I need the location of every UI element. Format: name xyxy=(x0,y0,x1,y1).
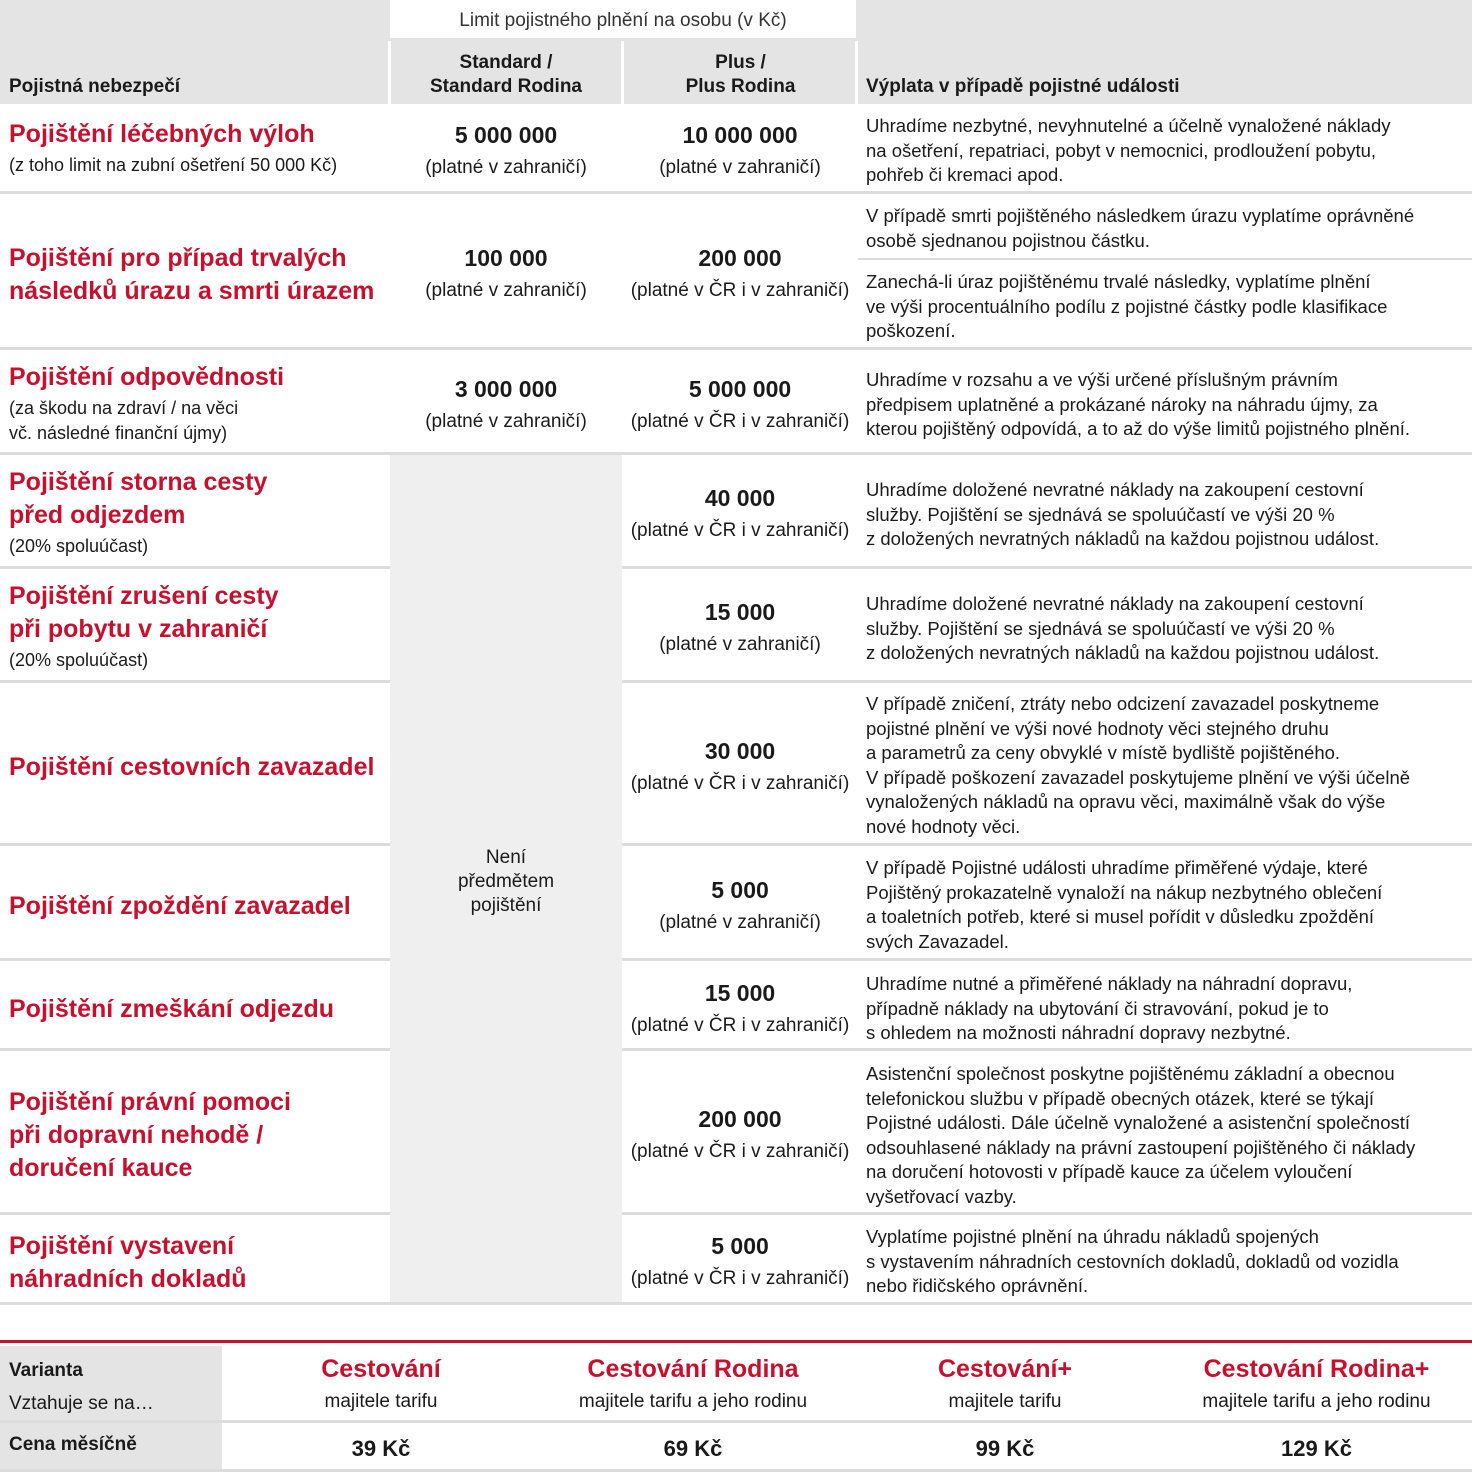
payout-text xyxy=(866,856,1466,954)
risk-trip-cancellation xyxy=(9,466,389,559)
payout-line: Pojistné události. Dále účelně vynaložené a asistenční společností xyxy=(866,1112,1411,1133)
row-separator xyxy=(0,566,390,569)
payout-text xyxy=(866,972,1466,1046)
payout-line: z doložených nevratných nákladů na každou pojistnou událost. xyxy=(866,528,1380,549)
payout-text xyxy=(866,1225,1466,1299)
limit-scope: (platné v zahraničí) xyxy=(425,411,587,432)
col-head-standard-line2: Standard Rodina xyxy=(429,76,582,97)
limit-amount: 200 000 xyxy=(698,245,782,271)
limit-amount: 30 000 xyxy=(704,738,776,764)
plus-limit xyxy=(624,120,856,182)
risk-title: náhradních dokladů xyxy=(9,1265,247,1293)
row-separator xyxy=(622,843,1472,846)
risk-luggage xyxy=(9,751,389,784)
variant-name: Cestování xyxy=(321,1355,441,1383)
risk-note: (z toho limit na zubní ošetření 50 000 Kč) xyxy=(9,155,338,175)
payout-text xyxy=(866,692,1466,839)
row-separator xyxy=(0,958,390,961)
risk-title: Pojištění odpovědnosti xyxy=(9,363,285,391)
price-cestovani: 39 Kč xyxy=(351,1436,411,1461)
payout-line: V případě zničení, ztráty nebo odcizení zavazadel poskytneme xyxy=(866,693,1380,714)
payout-line: Uhradíme v rozsahu a ve výši určené příslušným právním xyxy=(866,369,1338,390)
row-separator xyxy=(0,680,390,683)
payout-line: a parametrů za ceny obvyklé v místě bydliště pojištěného. xyxy=(866,742,1341,763)
risk-note: (za škodu na zdraví / na věci xyxy=(9,398,239,418)
price-cestovani-rodina-plus: 129 Kč xyxy=(1281,1436,1352,1461)
payout-line: osobě sjednanou pojistnou částku. xyxy=(866,229,1150,251)
risk-title: Pojištění právní pomoci xyxy=(9,1088,291,1116)
limit-amount: 40 000 xyxy=(704,485,776,511)
risk-title: Pojištění zmeškání odjezdu xyxy=(9,995,335,1023)
payout-line: Uhradíme doložené nevratné náklady na zakoupení cestovní xyxy=(866,593,1364,614)
limit-amount: 5 000 000 xyxy=(454,122,558,148)
col-head-plus-line2: Plus Rodina xyxy=(685,76,796,97)
limit-scope: (platné v ČR i v zahraničí) xyxy=(630,411,850,432)
variants-top-rule xyxy=(0,1340,1472,1343)
risk-title: Pojištění zrušení cesty xyxy=(9,582,279,610)
risk-title: při dopravní nehodě / xyxy=(9,1121,264,1149)
col-head-payout: Výplata v případě pojistné události xyxy=(866,76,1180,97)
risk-liability xyxy=(9,361,389,446)
payout-line: nebo řidičského oprávnění. xyxy=(866,1275,1089,1296)
standard-limit xyxy=(390,374,622,436)
payout-line: V případě Pojistné události uhradíme přiměřené výdaje, které xyxy=(866,857,1368,878)
variant-name: Cestování Rodina xyxy=(587,1355,799,1383)
payout-line: služby. Pojištění se sjednává se spoluúčastí ve výši 20 % xyxy=(866,503,1335,525)
col-head-plus-line1: Plus / xyxy=(715,52,766,73)
payout-line: Uhradíme doložené nevratné náklady na zakoupení cestovní xyxy=(866,479,1364,500)
risk-title: Pojištění léčebných výloh xyxy=(9,120,315,148)
limit-amount: 15 000 xyxy=(704,599,776,625)
risk-accident xyxy=(9,242,389,308)
risk-title: Pojištění zpoždění zavazadel xyxy=(9,892,351,920)
payout-line: nové hodnoty věci. xyxy=(866,815,1021,837)
risk-missed-departure xyxy=(9,993,389,1026)
risk-title: doručení kauce xyxy=(9,1154,193,1182)
risk-title: při pobytu v zahraničí xyxy=(9,615,268,643)
limit-scope: (platné v zahraničí) xyxy=(425,157,587,178)
risk-title: Pojištění cestovních zavazadel xyxy=(9,753,375,781)
limit-scope: (platné v zahraničí) xyxy=(425,280,587,301)
risk-title: Pojištění pro případ trvalých xyxy=(9,244,347,272)
limit-amount: 5 000 xyxy=(711,877,769,903)
risk-title: před odjezdem xyxy=(9,501,186,529)
plus-limit xyxy=(624,374,856,436)
limit-scope: (platné v ČR i v zahraničí) xyxy=(630,1141,850,1162)
limit-scope: (platné v zahraničí) xyxy=(659,157,821,178)
row-separator xyxy=(622,566,1472,569)
plus-limit xyxy=(624,1104,856,1166)
limit-scope: (platné v zahraničí) xyxy=(659,912,821,933)
payout-line: služby. Pojištění se sjednává se spoluúčastí ve výši 20 % xyxy=(866,617,1335,639)
plus-limit xyxy=(624,483,856,545)
row-separator xyxy=(0,843,390,846)
variant-cestovani-plus xyxy=(849,1353,1161,1415)
variant-applies: majitele tarifu a jeho rodinu xyxy=(578,1391,808,1412)
limit-scope: (platné v ČR i v zahraničí) xyxy=(630,520,850,541)
payout-line: pohřeb či kremaci apod. xyxy=(866,164,1064,185)
payout-text xyxy=(866,114,1466,188)
payout-text xyxy=(866,478,1466,552)
limit-amount: 3 000 000 xyxy=(454,376,558,402)
row-separator xyxy=(0,1048,390,1051)
risk-note: vč. následné finanční újmy) xyxy=(9,423,228,443)
payout-line: předpisem uplatněné a prokázané nároky na náhradu újmy, za xyxy=(866,393,1378,415)
limit-amount: 5 000 000 xyxy=(688,376,792,402)
label-price: Cena měsíčně xyxy=(9,1434,137,1455)
payout-text-permanent xyxy=(866,270,1466,344)
limit-scope: (platné v zahraničí) xyxy=(659,634,821,655)
payout-line: V případě poškození zavazadel poskytujeme plnění ve výši účelně xyxy=(866,766,1411,788)
payout-line: svých Zavazadel. xyxy=(866,930,1009,952)
payout-line: Asistenční společnost poskytne pojištěnému základní a obecnou xyxy=(866,1063,1395,1084)
limit-amount: 100 000 xyxy=(464,245,548,271)
variant-applies: majitele tarifu xyxy=(948,1391,1062,1412)
label-applies: Vztahuje se na… xyxy=(9,1393,154,1414)
limit-amount: 5 000 xyxy=(711,1233,769,1259)
variant-cestovani-rodina xyxy=(537,1353,849,1415)
not-subject-line: pojištění xyxy=(470,895,542,916)
payout-line: Vyplatíme pojistné plnění na úhradu nákladů spojených xyxy=(866,1226,1319,1247)
limit-scope: (platné v ČR i v zahraničí) xyxy=(630,1015,850,1036)
payout-line: poškození. xyxy=(866,320,956,341)
payout-line: na doručení hotovosti v případě kauce za účelem vyloučení xyxy=(866,1161,1353,1182)
not-subject-line: Není xyxy=(485,847,527,868)
col-head-standard xyxy=(390,51,622,99)
row-separator xyxy=(0,1302,1472,1305)
variant-applies: majitele tarifu a jeho rodinu xyxy=(1202,1391,1431,1412)
not-subject-line: předmětem xyxy=(457,871,555,892)
payout-text xyxy=(866,1062,1466,1209)
limit-amount: 200 000 xyxy=(698,1106,782,1132)
payout-line: pojistné plnění ve výši nové hodnoty věci stejného druhu xyxy=(866,717,1329,739)
payout-line: telefonickou službu v případě obecných otázek, které se týkají xyxy=(866,1087,1375,1109)
row-separator xyxy=(622,1048,1472,1051)
row-separator xyxy=(622,958,1472,961)
payout-line: kterou pojištěný odpovídá, a to až do výše limitů pojistného plnění. xyxy=(866,418,1411,439)
row-separator xyxy=(622,680,1472,683)
plus-limit xyxy=(624,875,856,937)
payout-line: Pojištěný prokazatelně vynaloží na nákup nezbytného oblečení xyxy=(866,881,1383,903)
row-separator xyxy=(0,191,1472,194)
variant-name: Cestování Rodina+ xyxy=(1203,1355,1430,1383)
label-variant: Varianta xyxy=(9,1360,83,1381)
variant-cestovani xyxy=(225,1353,537,1415)
row-separator xyxy=(0,452,1472,455)
plus-limit xyxy=(624,978,856,1040)
risk-title: Pojištění vystavení xyxy=(9,1232,235,1260)
payout-line: na ošetření, repatriaci, pobyt v nemocnici, prodloužení pobytu, xyxy=(866,139,1377,161)
payout-line: Uhradíme nutné a přiměřené náklady na náhradní dopravu, xyxy=(866,973,1353,994)
limit-scope: (platné v ČR i v zahraničí) xyxy=(630,773,850,794)
risk-luggage-delay xyxy=(9,890,389,923)
limit-caption: Limit pojistného plnění na osobu (v Kč) xyxy=(459,10,787,31)
payout-line: a toaletních potřeb, které si musel pořídit v důsledku zpoždění xyxy=(866,906,1375,927)
plus-limit xyxy=(624,597,856,659)
limit-amount: 10 000 000 xyxy=(682,122,798,148)
plus-limit xyxy=(624,1231,856,1293)
row-separator xyxy=(0,347,1472,350)
col-head-risks: Pojistná nebezpečí xyxy=(9,76,181,97)
payout-text xyxy=(866,592,1466,666)
payout-inner-separator xyxy=(858,258,1472,260)
plus-limit xyxy=(624,243,856,305)
payout-line: vyšetřovací vazby. xyxy=(866,1185,1017,1207)
payout-line: ve výši procentuálního podílu z pojistné částky podle klasifikace xyxy=(866,295,1388,317)
variant-applies: majitele tarifu xyxy=(324,1391,438,1412)
standard-limit xyxy=(390,243,622,305)
payout-text-death xyxy=(866,204,1466,253)
price-cestovani-rodina: 69 Kč xyxy=(663,1436,723,1461)
row-separator xyxy=(0,1212,390,1215)
risk-legal-aid xyxy=(9,1086,389,1185)
price-cestovani-plus: 99 Kč xyxy=(975,1436,1035,1461)
risk-trip-interruption xyxy=(9,580,389,673)
risk-replacement-documents xyxy=(9,1230,389,1296)
limit-amount: 15 000 xyxy=(704,980,776,1006)
header-divider-2 xyxy=(621,41,624,104)
payout-text xyxy=(866,368,1466,442)
payout-line: Zanechá-li úraz pojištěnému trvalé následky, vyplatíme plnění xyxy=(866,271,1371,292)
payout-line: s ohledem na možnosti náhradní dopravy nezbytné. xyxy=(866,1022,1291,1043)
plus-limit xyxy=(624,736,856,798)
risk-medical-expenses xyxy=(9,118,389,178)
payout-line: vynaložených nákladů na opravu věci, maximálně však do výše xyxy=(866,791,1386,812)
payout-line: Uhradíme nezbytné, nevyhnutelné a účelně vynaložené náklady xyxy=(866,115,1391,136)
limit-scope: (platné v ČR i v zahraničí) xyxy=(630,280,850,301)
limit-scope: (platné v ČR i v zahraničí) xyxy=(630,1268,850,1289)
not-subject-text xyxy=(390,846,622,918)
risk-title: následků úrazu a smrti úrazem xyxy=(9,277,375,305)
risk-title: Pojištění storna cesty xyxy=(9,468,268,496)
standard-limit xyxy=(390,120,622,182)
col-head-standard-line1: Standard / xyxy=(459,52,553,73)
variants-separator xyxy=(0,1420,1472,1423)
risk-note: (20% spoluúčast) xyxy=(9,650,149,670)
payout-line: s vystavením náhradních cestovních dokladů, dokladů od vozidla xyxy=(866,1250,1399,1272)
header-divider-3 xyxy=(855,41,858,104)
variant-cestovani-rodina-plus xyxy=(1161,1353,1472,1415)
header-divider-1 xyxy=(388,41,391,104)
payout-line: z doložených nevratných nákladů na každou pojistnou událost. xyxy=(866,642,1380,663)
risk-note: (20% spoluúčast) xyxy=(9,536,149,556)
payout-line: V případě smrti pojištěného následkem úrazu vyplatíme oprávněné xyxy=(866,205,1415,226)
payout-line: případně náklady na ubytování či stravování, pokud je to xyxy=(866,997,1329,1019)
variant-name: Cestování+ xyxy=(937,1355,1073,1383)
payout-line: odsouhlasené náklady na právní zastoupení pojištěného či náklady xyxy=(866,1136,1416,1158)
row-separator xyxy=(622,1212,1472,1215)
col-head-plus xyxy=(625,51,856,99)
